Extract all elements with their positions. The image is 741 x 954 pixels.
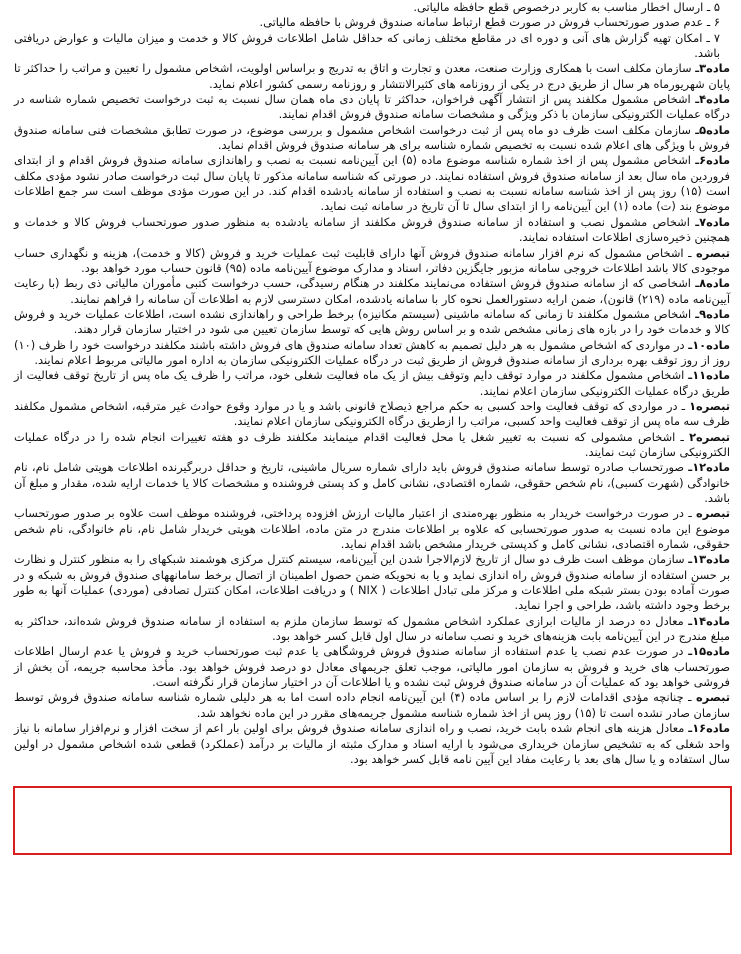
paragraph [14, 460, 730, 506]
paragraph [14, 552, 730, 613]
article-label: تبصره۲ [689, 429, 730, 444]
paragraph-text: ۷ ـ امکان تهیه گزارش های آنی و دوره ای در مقاطع مختلف زمانی که حداقل شامل اطلاعات فروش کالا و خدمت و میزان مالیات و عوارض دریافتی باشد. [14, 30, 720, 61]
article-label: ماده۱۶ـ [688, 721, 730, 736]
article-label: ماده۱۳ـ [688, 552, 730, 567]
paragraph [14, 61, 730, 92]
paragraph [14, 368, 730, 399]
article-label: ماده۸ـ [695, 276, 730, 291]
article-label: تبصره۱ [689, 398, 730, 413]
paragraph-text: ۶ ـ عدم صدور صورتحساب فروش در صورت قطع ارتباط سامانه صندوق فروش با حافظه مالیاتی. [259, 15, 720, 30]
paragraph-text: صورتحساب صادره توسط سامانه صندوق فروش باید دارای شماره سریال ماشینی، تاریخ و حداقل دربرگیرنده اطلاعات هویتی شامل نام، نام خانوادگی (شهرت کسبی)، نام شخص حقوقی، شماره اقتصادی، نشانی کامل و کد پستی فروشنده و مشخصات کالا یا خدمات ارایه شده، مقدار و مبلغ آن باشد. [14, 460, 730, 505]
paragraph-text: اشخاص مشمول مکلفند پس از انتشار آگهی فراخوان، حداکثر تا پایان دی ماه همان سال نسبت به ثبت درخواست تخصیص شماره شناسه در درگاه عملیات الکترونیکی سازمان با ذکر ویژگی و مشخصات سامانه صندوق فروش اقدام نمایند. [14, 92, 730, 122]
paragraph-text: معادل ده درصد از مالیات ابرازی عملکرد اشخاص مشمول که توسط سازمان ملزم به استفاده از سامانه صندوق فروش شده‌اند، حداکثر به مبلغ مندرج در این آیین‌نامه بابت هزینه‌های خرید و نصب سامانه در سال اول قابل کسر خواهد بود. [14, 613, 730, 644]
paragraph [14, 614, 730, 645]
article-label: ماده۱۰ـ [688, 337, 730, 352]
paragraph-text: اشخاص مشمول مکلفند تا زمانی که سامانه ماشینی (سیستم مکانیزه) برخط طراحی و راهاندازی نشده است، اطلاعات عملیات خرید و فروش کالا و خدمات خود را در بازه های زمانی مشخص شده و بر اساس روش هایی که توسط سازمان تعیین می شود در اختیار سازمان قرار دهند. [14, 306, 730, 337]
article-label: ماده۴ـ [695, 92, 730, 107]
paragraph [14, 430, 730, 461]
paragraph [14, 506, 730, 552]
paragraph [14, 399, 730, 430]
paragraph [14, 215, 730, 246]
paragraph-text: اشخاص مشمول نصب و استفاده از سامانه صندوق فروش مکلفند از سامانه یادشده به منظور صدور صورتحساب فروش کالا و خدمات و همچنین ذخیره‌سازی اطلاعات استفاده نمایند. [14, 214, 730, 245]
paragraph-text: در مواردی که اشخاص مشمول به هر دلیل تصمیم به کاهش تعداد سامانه صندوق های فروش داشته باشند مکلفند درخواست خود را ظرف (۱۰) روز از روز توقف بهره برداری از سامانه صندوق فروش از طریق ثبت در درگاه عملیات الکترونیکی سازمان به اداره امور مالیاتی مربوط اعلام نمایند. [14, 337, 730, 367]
paragraph [14, 123, 730, 154]
paragraph [14, 153, 730, 214]
paragraph [14, 246, 730, 277]
article-label: ماده۷ـ [695, 214, 730, 229]
paragraph-text: اشخاصی که از سامانه صندوق فروش استفاده می‌نمایند مکلفند در هنگام رسیدگی، حسب درخواست کتبی مأموران مالیاتی ذی ربط (با رعایت آیین‌نامه ماده (۲۱۹) قانون)، ضمن ارایه دستورالعمل نحوه کار با سامانه یادشده، امکان دسترسی لازم به اطلاعات آن سامانه را فراهم نمایند. [14, 276, 730, 306]
paragraph-text: ـ در صورت درخواست خریدار به منظور بهره‌مندی از اعتبار مالیات ارزش افزوده پرداختی، فروشنده موظف است علاوه بر صدور صورتحساب موضوع این ماده نسبت به صدور صورتحسابی که علاوه بر اطلاعات مندرج در متن ماده، اطلاعات هویتی خریدار شامل نام، نام خانوادگی، نام شخص حقوقی، شماره اقتصادی، نشانی کامل و کدپستی خریدار مشخص باشد اقدام نماید. [14, 506, 730, 552]
paragraph [14, 690, 730, 721]
paragraph [14, 276, 730, 307]
paragraph-text: اشخاص مشمول مکلفند در موارد توقف دایم وتوقف بیش از یک ماه فعالیت شغلی خود، مراتب را ظرف یک ماه پس از تاریخ توقف فعالیت از طریق درگاه عملیات الکترونیکی سازمان اعلام نمایند. [14, 368, 730, 398]
article-label: تبصره [696, 690, 730, 705]
article-label: ماده۶ـ [695, 153, 730, 168]
paragraph [14, 721, 730, 767]
paragraph-text: ـ اشخاص مشمول که نرم افزار سامانه صندوق فروش آنها دارای قابلیت ثبت عملیات خرید و فروش (کالا و خدمت)، هزینه و نگهداری حساب موجودی کالا باشد اطلاعات خروجی سامانه مزبور جایگزین دفاتر، اسناد و مدارک موضوع آیین‌نامه ماده (۹۵) قانون حساب مورد خواهد بود. [14, 245, 730, 275]
paragraph-text: ـ اشخاص مشمولی که نسبت به تغییر شغل یا محل فعالیت اقدام مینمایند مکلفند ظرف دو هفته تغییرات انجام شده را در درگاه عملیات الکترونیکی سازمان ثبت نمایند. [14, 429, 730, 459]
paragraph-text: معادل هزینه های انجام شده بابت خرید، نصب و راه اندازی سامانه صندوق فروش برای اولین بار اعم از سخت افزار و نرم‌افزار سامانه با نیاز واحد شغلی که به تشخیص سازمان خریداری می‌شود با ارایه اسناد و مدارک مثبته از مالیات بر درآمد (عملکرد) قطعی شده اشخاص مشمول در اولین سال استفاده و یا سال های بعد با رعایت مفاد این آیین نامه قابل کسر خواهد بود. [14, 721, 730, 766]
article-label: تبصره [696, 245, 730, 260]
paragraph-text: سازمان مکلف است ظرف دو ماه پس از ثبت درخواست اشخاص مشمول و بررسی موضوع، در صورت تطابق مشخصات فنی سامانه صندوق فروش با ویژگی های اعلام شده نسبت به تخصیص شماره شناسه برای هر سامانه صندوق فروش اقدام نماید. [14, 122, 730, 153]
article-label: ماده۹ـ [695, 306, 730, 321]
paragraph-text: سازمان مکلف است با همکاری وزارت صنعت، معدن و تجارت و اتاق به تدریج و براساس اولویت، اشخاص مشمول را تعیین و مراتب را حداکثر تا پایان شهریورماه هر سال از طریق درج در یکی از روزنامه های کثیرالانتشار و روزنامه رسمی کشور اعلام نماید. [14, 61, 730, 91]
highlight-box-article-15 [13, 786, 732, 855]
paragraph [14, 338, 730, 369]
paragraph [14, 31, 730, 62]
paragraph [14, 644, 730, 690]
paragraph [14, 92, 730, 123]
article-label: ماده۱۲ـ [688, 460, 730, 475]
paragraph-text: در صورت عدم نصب یا عدم استفاده از سامانه صندوق فروش فروشگاهی یا عدم ثبت صورتحساب خرید و فروش یا عدم ارسال اطلاعات صورتحساب های خرید و فروش به سازمان امور مالیاتی، موجب تعلق جریمهای معادل دو درصد فروش خواهد بود. مأخذ محاسبه جریمه، آن بخش از فروشی خواهد بود که عملیات آن در سامانه صندوق فروش ثبت نشده و یا اطلاعات آن در اختیار سازمان قرار نگرفته است. [14, 644, 730, 690]
article-label: ماده۱۱ـ [688, 368, 730, 383]
article-label: ماده۱۴ـ [688, 613, 730, 628]
article-label: ماده۵ـ [695, 122, 730, 137]
paragraph [14, 0, 730, 15]
paragraph [14, 307, 730, 338]
paragraph [14, 15, 730, 30]
regulation-document [14, 0, 730, 767]
paragraph-text: ۵ ـ ارسال اخطار مناسب به کاربر درخصوص قطع حافظه مالیاتی. [413, 0, 720, 14]
article-label: تبصره [696, 506, 730, 521]
paragraph-text: سازمان موظف است ظرف دو سال از تاریخ لازم‌الاجرا شدن این آیین‌نامه، سیستم کنترل مرکزی هوشمند شبکهای را به منظور کنترل و نظارت بر حسن استفاده از سامانه صندوق فروش راه اندازی نماید و یا به نحویکه ضمن حصول اطمینان از اتصال برخط سامانههای صندوق فروش به شبکه و در صورت آماده بودن بستر شبکه ملی اطلاعات و مرکز ملی تبادل اطلاعات ( NIX ) و دریافت اطلاعات، امکان کنترل تصادفی (موردی) عملیات آنها به طور برخط وجود داشته باشد، طراحی و اجرا نماید. [14, 552, 730, 613]
paragraph-text: ـ چنانچه مؤدی اقدامات لازم را بر اساس ماده (۴) این آیین‌نامه انجام داده است اما به هر دلیلی شماره شناسه سامانه صندوق فروش توسط سازمان صادر نشده است تا (۱۵) روز پس از اخذ شماره شناسه مشمول جریمه‌های مقرر در این ماده نخواهد شد. [14, 690, 730, 720]
paragraph-text: اشخاص مشمول پس از اخذ شماره شناسه موضوع ماده (۵) این آیین‌نامه نسبت به نصب و راهاندازی سامانه صندوق فروش اقدام و از ابتدای فروردین ماه سال بعد از سامانه صندوق فروش استفاده نمایند. در صورتی که شناسه سامانه مذکور تا پایان سال ثبت درخواست صادر نشود مؤدی مکلف است (۱۵) روز پس از اخذ شناسه سامانه نسبت به نصب و استفاده از سامانه یادشده اقدام کند. در این صورت مؤدی موظف است سر جمع اطلاعات موضوع بند (ت) ماده (۱) این آیین‌نامه را از ابتدای سال تا آن تاریخ در سامانه ثبت نماید. [14, 153, 730, 214]
article-label: ماده۳ـ [695, 61, 730, 76]
article-label: ماده۱۵ـ [688, 644, 730, 659]
paragraph-text: ـ در مواردی که توقف فعالیت واحد کسبی به حکم مراجع ذیصلاح قانونی باشد و یا در موارد وقوع حوادث غیر مترقبه، اشخاص مشمول مکلفند ظرف سه ماه پس از توقف فعالیت واحد کسبی، مراتب را ازطریق درگاه الکترونیکی سازمان اعلام نمایند. [14, 398, 730, 429]
